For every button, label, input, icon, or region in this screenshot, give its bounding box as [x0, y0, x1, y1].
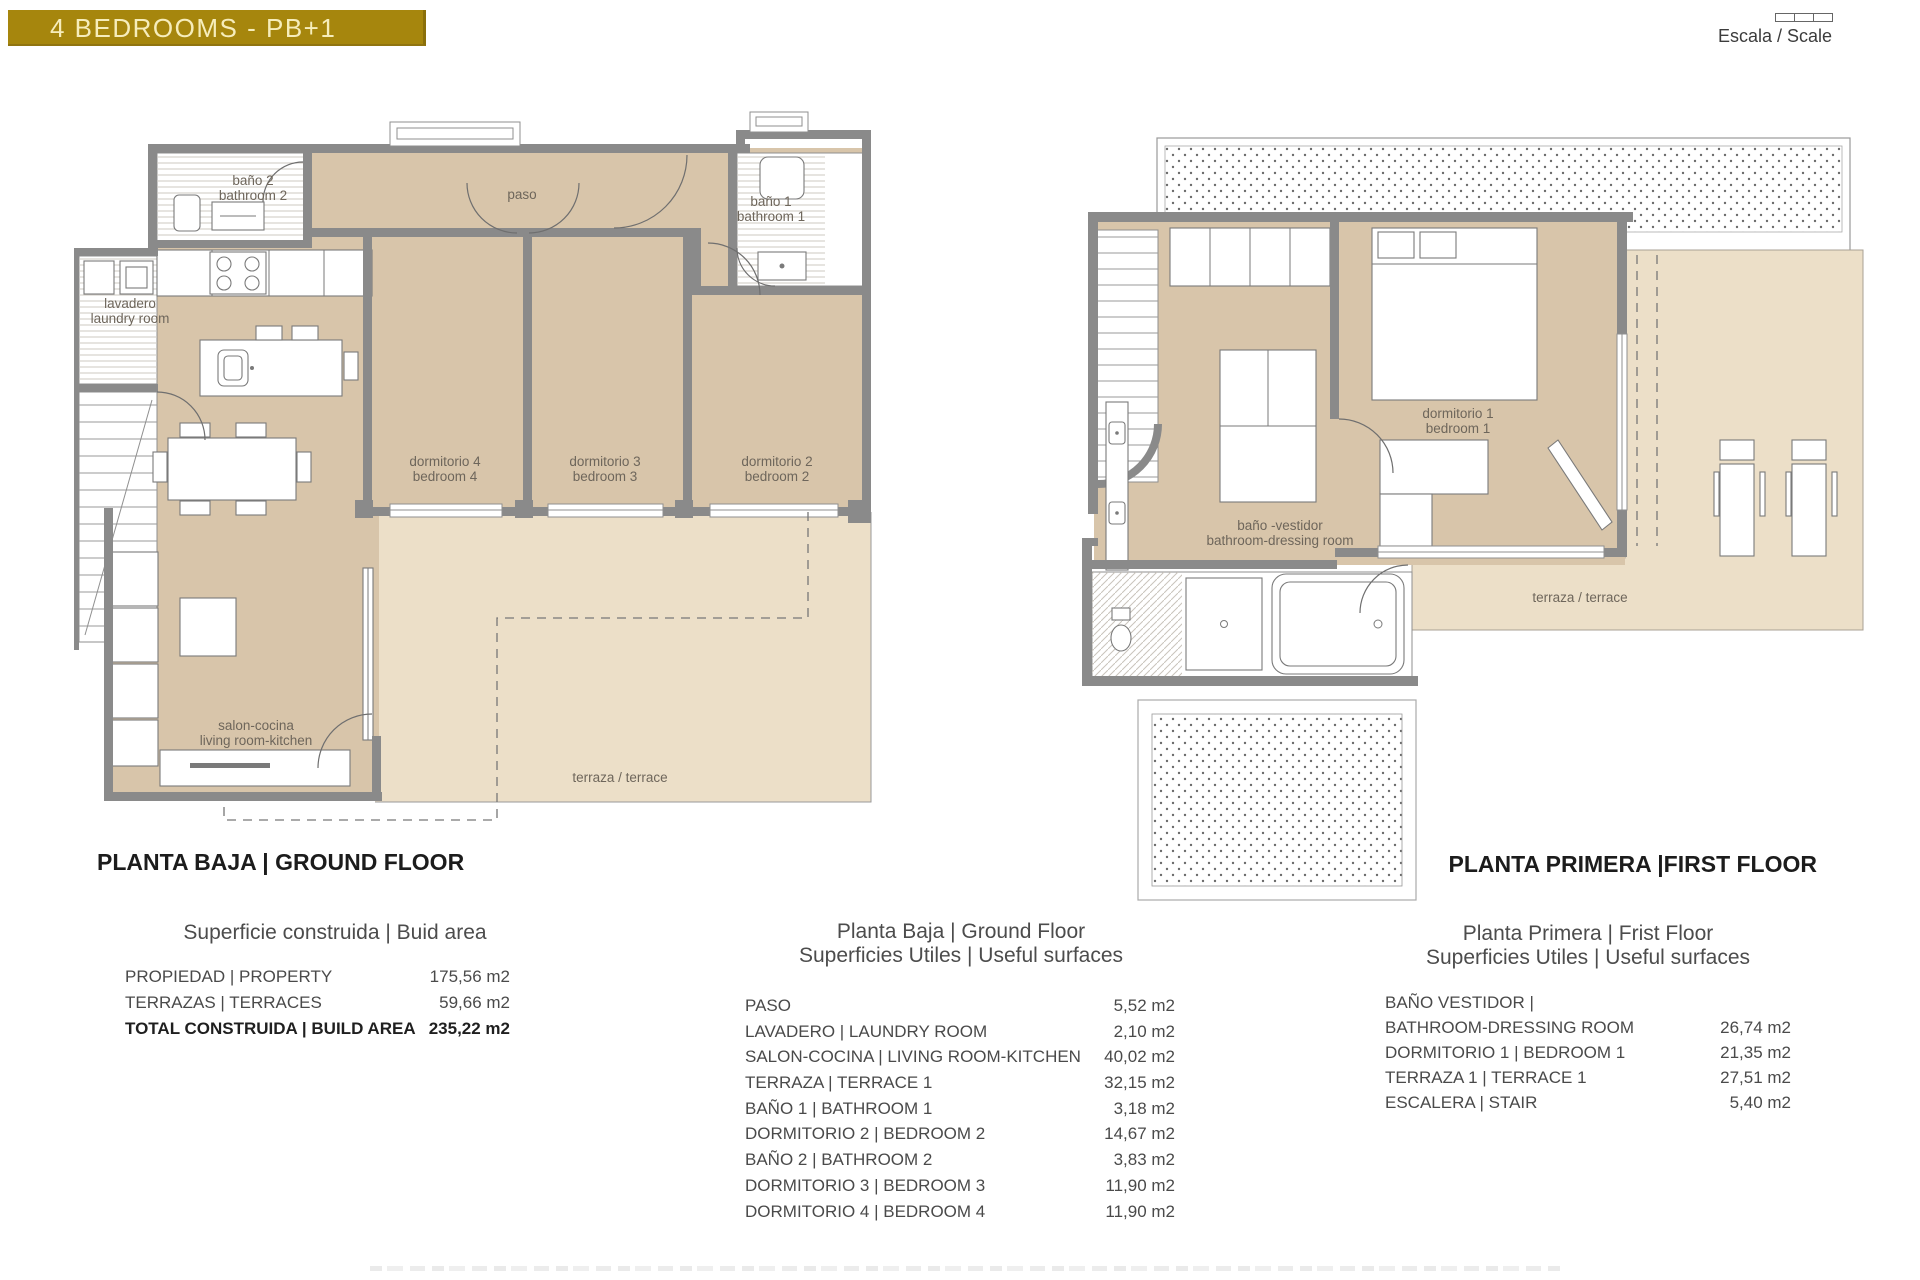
kitchen-counter: [157, 250, 372, 296]
room-label-terraza-first: terraza / terrace: [1532, 590, 1628, 605]
bed-1: [1372, 228, 1537, 400]
row-label: BAÑO 2 | BATHROOM 2: [745, 1150, 933, 1170]
title-line: Planta Primera | Frist Floor: [1462, 922, 1714, 945]
row-label: PASO: [745, 996, 791, 1015]
row-label: TERRAZA | TERRACE 1: [745, 1073, 933, 1093]
table-row: [745, 1173, 1175, 1199]
row-label: DORMITORIO 4 | BEDROOM 4: [745, 1201, 986, 1221]
row-value: 2,10 m2: [1113, 1021, 1175, 1041]
room-label-dorm3: dormitorio 3: [569, 454, 641, 469]
vanity: [1106, 402, 1128, 570]
row-value: 32,15 m2: [1104, 1073, 1175, 1093]
table-row: [745, 1147, 1175, 1173]
row-value: 11,90 m2: [1105, 1175, 1175, 1195]
table-row: [745, 1070, 1175, 1096]
row-label: DORMITORIO 2 | BEDROOM 2: [745, 1124, 986, 1144]
room-label-dorm2: dormitorio 2: [741, 454, 813, 469]
footer-fine-print: [370, 1266, 1560, 1271]
row-label: BAÑO VESTIDOR |: [1385, 993, 1534, 1012]
row-value: 3,18 m2: [1113, 1098, 1175, 1118]
row-value: 175,56 m2: [429, 967, 510, 986]
bathroom-dressing-fixtures: [1092, 572, 1412, 678]
row-label: BATHROOM-DRESSING ROOM: [1385, 1018, 1635, 1037]
room-label-dorm2-en: bedroom 2: [744, 469, 810, 484]
room-label-bano2-en: bathroom 2: [218, 188, 288, 203]
row-value: 40,02 m2: [1104, 1047, 1175, 1067]
table-row: [1385, 1090, 1791, 1115]
ground-floor-title: PLANTA BAJA | GROUND FLOOR: [97, 849, 465, 875]
row-label: LAVADERO | LAUNDRY ROOM: [745, 1021, 988, 1041]
row-value: 27,51 m2: [1720, 1068, 1791, 1087]
room-label-dorm4-en: bedroom 4: [412, 469, 478, 484]
row-label: SALON-COCINA | LIVING ROOM-KITCHEN: [745, 1047, 1081, 1067]
table-row: [1385, 1065, 1791, 1090]
room-label-dorm3-en: bedroom 3: [572, 469, 638, 484]
scale-bar-segment: [1776, 14, 1794, 21]
table-row: [745, 1019, 1175, 1045]
room-label-bano-vestidor-en: bathroom-dressing room: [1206, 533, 1354, 548]
room-label-bano1-en: bathroom 1: [736, 209, 806, 224]
row-value: 3,83 m2: [1113, 1150, 1175, 1170]
title-banner: 4 BEDROOMS - PB+1: [8, 10, 426, 46]
row-value: 59,66 m2: [439, 993, 510, 1012]
row-label: DORMITORIO 1 | BEDROOM 1: [1385, 1043, 1626, 1062]
room-label-dorm1: dormitorio 1: [1422, 406, 1494, 421]
table-row: [745, 1121, 1175, 1147]
first-surfaces-title: [1385, 922, 1791, 970]
table-row: [125, 990, 510, 1016]
title-line: Planta Baja | Ground Floor: [836, 920, 1086, 943]
ground-surfaces-table: [745, 993, 1175, 1224]
room-label-terraza: terraza / terrace: [572, 770, 668, 785]
row-label: TOTAL CONSTRUIDA | BUILD AREA: [125, 1019, 416, 1038]
row-value: 21,35 m2: [1720, 1043, 1791, 1062]
table-row: [1385, 990, 1791, 1015]
table-row: [745, 993, 1175, 1019]
tv-bench: [160, 750, 350, 786]
scale-bar-segment: [1814, 14, 1832, 21]
first-surfaces-table: [1385, 990, 1791, 1115]
row-label: BAÑO 1 | BATHROOM 1: [745, 1098, 933, 1118]
row-value: 5,40 m2: [1729, 1093, 1791, 1112]
room-label-bano2: baño 2: [232, 173, 274, 188]
build-area-title: Superficie construida | Buid area: [183, 921, 487, 944]
ground-floor-plan: [60, 100, 880, 845]
title-line: Superficies Utiles | Useful surfaces: [798, 944, 1124, 967]
first-floor-title: PLANTA PRIMERA |FIRST FLOOR: [1448, 851, 1817, 877]
row-label: PROPIEDAD | PROPERTY: [125, 967, 333, 986]
table-row: [745, 1044, 1175, 1070]
room-label-salon-en: living room-kitchen: [199, 733, 313, 748]
row-label: TERRAZA 1 | TERRACE 1: [1385, 1068, 1587, 1087]
ground-terrace-area: [375, 512, 871, 802]
row-value: 11,90 m2: [1105, 1201, 1175, 1221]
scale-bar-icon: [1775, 13, 1833, 22]
row-value: 235,22 m2: [428, 1019, 510, 1038]
table-row: [1385, 1040, 1791, 1065]
table-row: [745, 1199, 1175, 1225]
row-label: TERRAZAS | TERRACES: [125, 993, 322, 1012]
room-label-salon: salon-cocina: [218, 718, 294, 733]
room-label-bano-vestidor: baño -vestidor: [1237, 518, 1323, 533]
first-floor-plan: [1080, 110, 1880, 910]
row-value: 14,67 m2: [1104, 1124, 1175, 1144]
table-row: [125, 964, 510, 990]
table-row-total: [125, 1016, 510, 1042]
room-label-dorm1-en: bedroom 1: [1425, 421, 1491, 436]
table-row: [1385, 1015, 1791, 1040]
ground-surfaces-title: [745, 920, 1177, 968]
scale-label: Escala / Scale: [1717, 26, 1832, 46]
row-value: 5,52 m2: [1113, 996, 1175, 1015]
room-label-lavadero: lavadero: [104, 296, 156, 311]
row-label: DORMITORIO 3 | BEDROOM 3: [745, 1175, 986, 1195]
room-label-paso: paso: [507, 187, 537, 202]
scale-bar-segment: [1794, 14, 1814, 21]
room-label-lavadero-en: laundry room: [90, 311, 170, 326]
build-area-table: [125, 964, 510, 1042]
title-line: Superficies Utiles | Useful surfaces: [1425, 946, 1751, 969]
row-value: 26,74 m2: [1720, 1018, 1791, 1037]
table-row: [745, 1096, 1175, 1122]
row-label: ESCALERA | STAIR: [1385, 1093, 1538, 1112]
room-label-dorm4: dormitorio 4: [409, 454, 481, 469]
room-label-bano1: baño 1: [750, 194, 792, 209]
